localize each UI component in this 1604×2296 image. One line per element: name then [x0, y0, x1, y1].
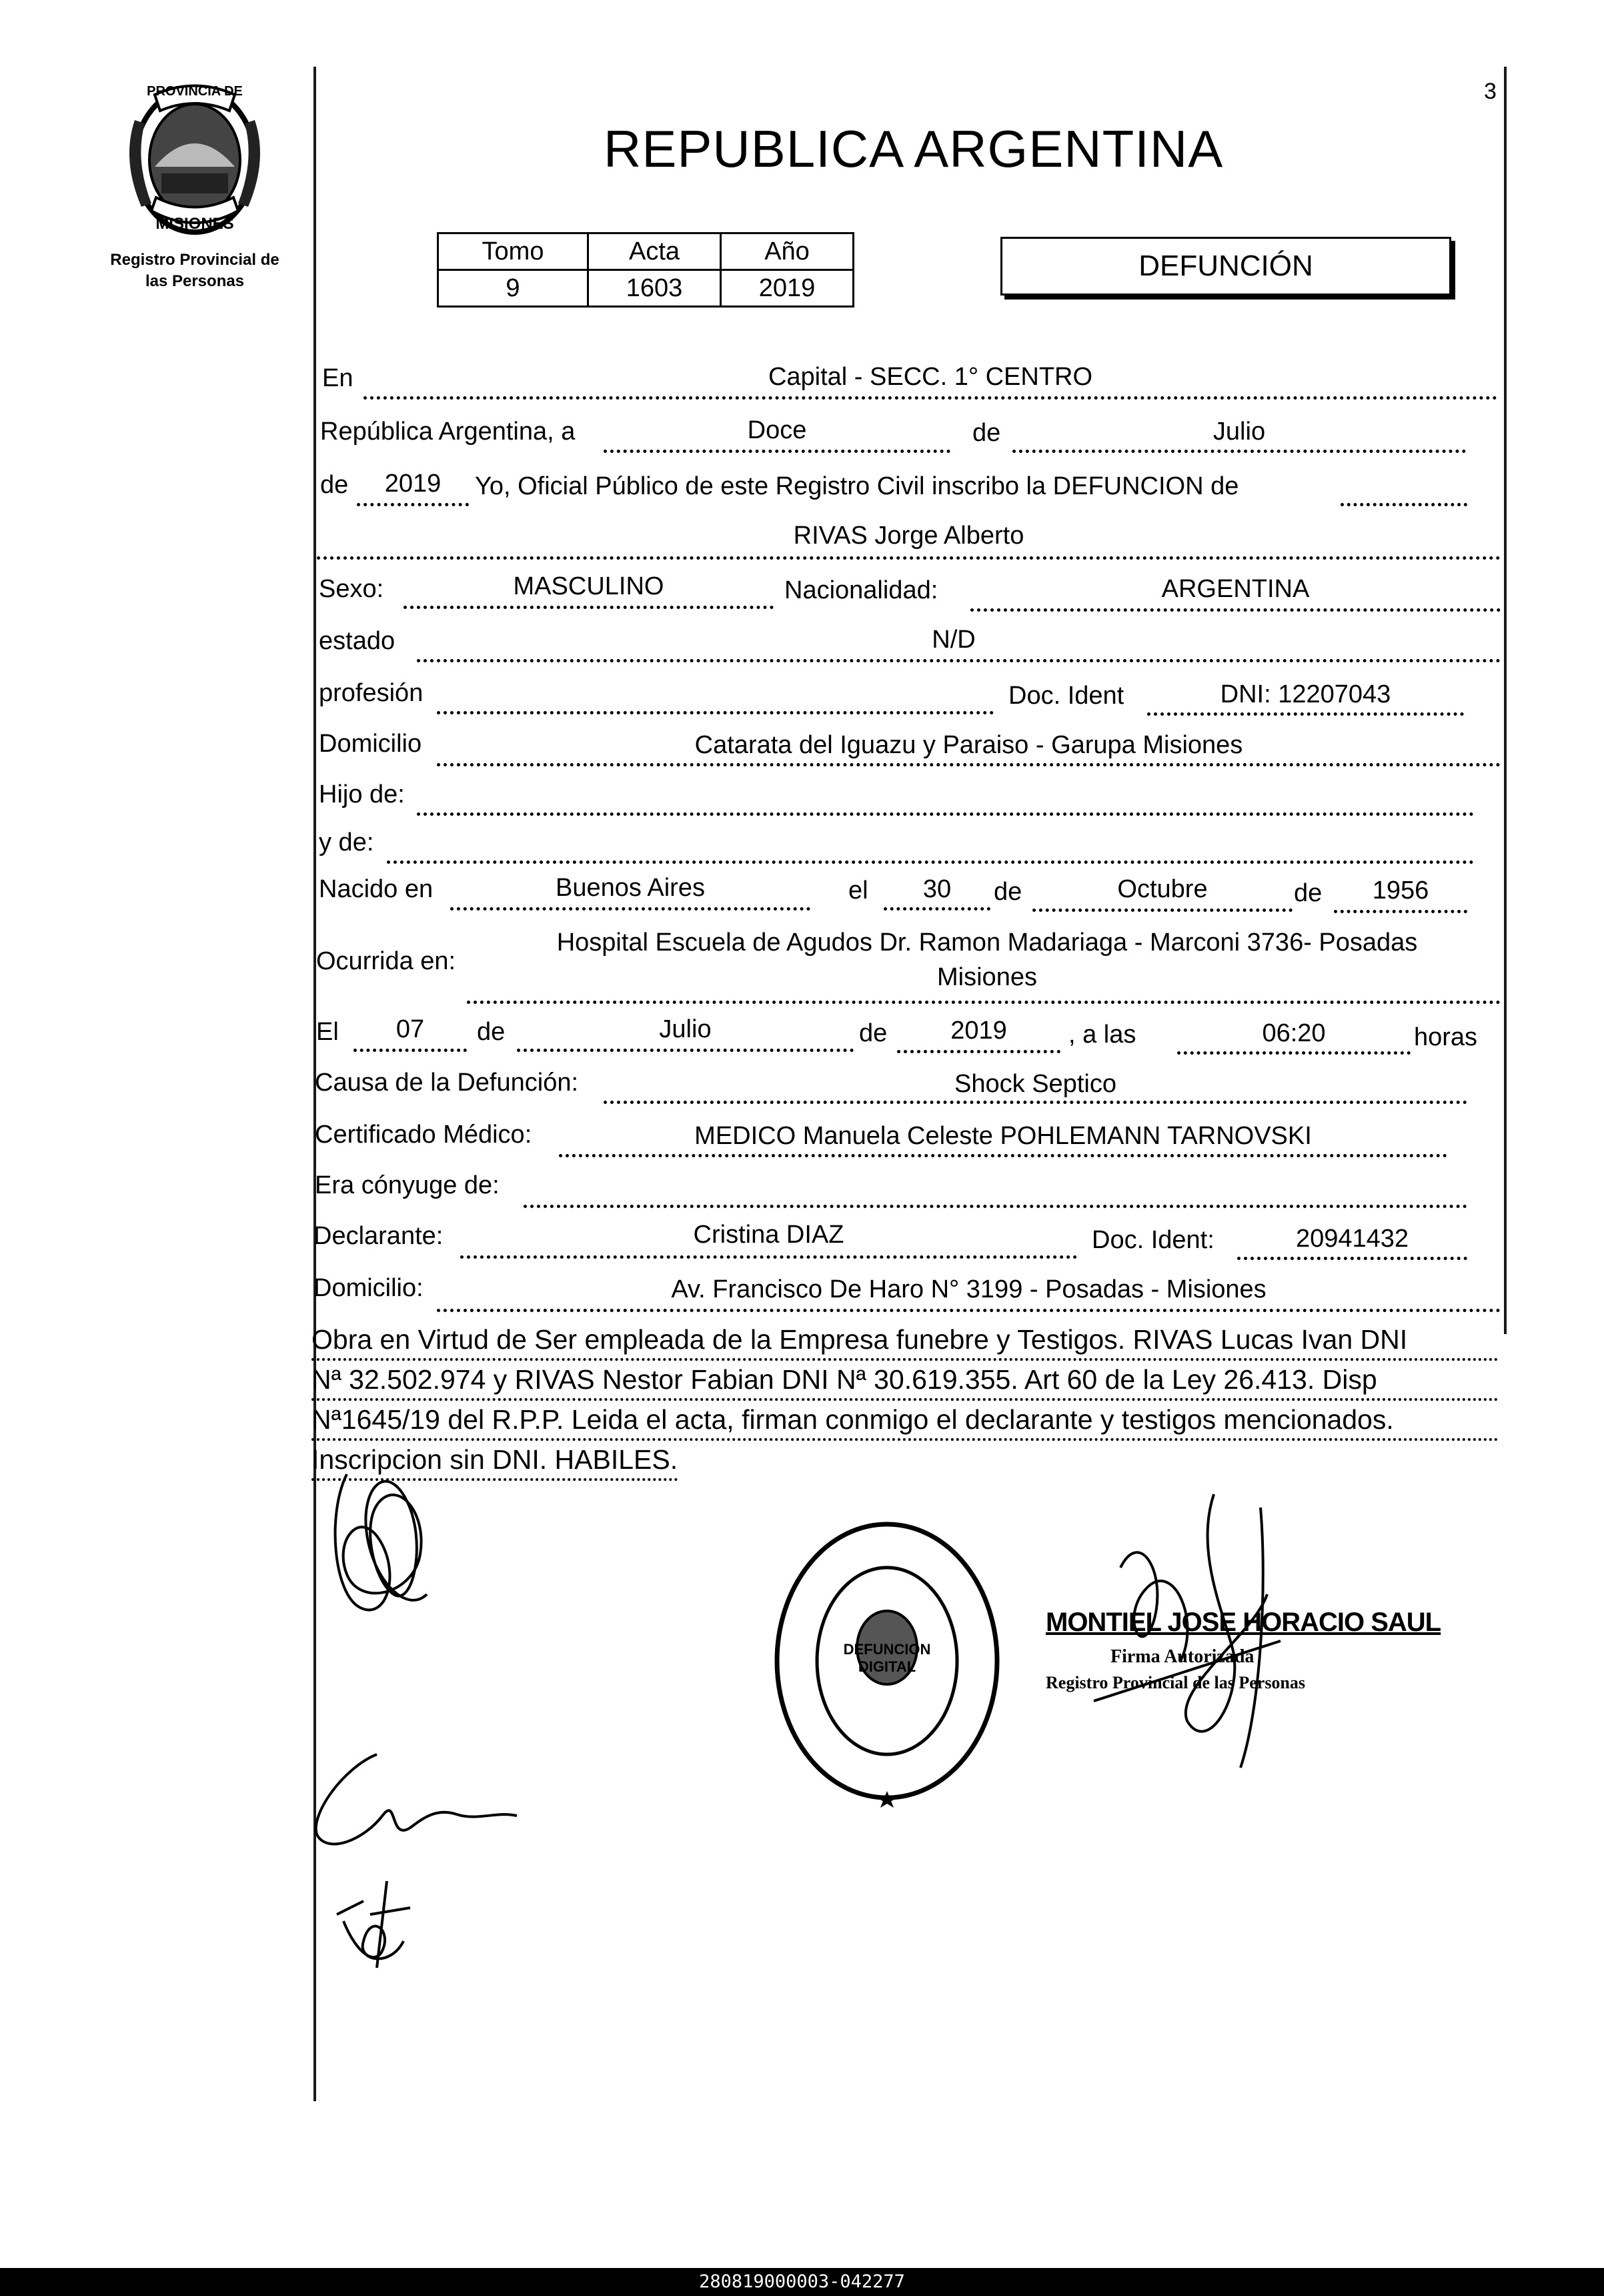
signature-declarante: [320, 1461, 440, 1628]
nacido-lugar-dotted-line: [450, 907, 810, 911]
stamp-ring-text: [767, 1801, 1007, 1802]
obra-line-4: Inscripcion sin DNI. HABILES.: [311, 1441, 678, 1481]
de-label-5: de: [477, 1018, 506, 1046]
ocurrida-line1: Hospital Escuela de Agudos Dr. Ramon Madariaga - Marconi 3736- Posadas: [556, 929, 1418, 957]
day-value: Doce: [747, 416, 807, 444]
table-header-anio: Año: [721, 233, 854, 270]
declarante-value: Cristina DIAZ: [693, 1221, 844, 1249]
horas-label: horas: [1414, 1023, 1478, 1051]
hijo-label: Hijo de:: [319, 780, 405, 808]
profesion-dotted-line: [437, 711, 994, 714]
org-name-line1: Registro Provincial de: [110, 251, 279, 269]
causa-label: Causa de la Defunción:: [315, 1069, 579, 1097]
estado-value: N/D: [932, 626, 976, 654]
month-dotted-line: [1012, 450, 1466, 453]
obra-paragraph: [311, 1321, 1499, 1481]
official-name: MONTIEL JOSE HORACIO SAUL: [1046, 1608, 1441, 1637]
alas-label: , a las: [1068, 1021, 1136, 1049]
table-value-tomo: 9: [438, 270, 588, 307]
nacido-dia-value: 30: [922, 875, 952, 903]
domicilio2-dotted-line: [437, 1309, 1501, 1312]
de-label-2: de: [320, 471, 349, 499]
fallec-dia-dotted-line: [353, 1049, 467, 1052]
day-dotted-line: [604, 450, 950, 453]
causa-dotted-line: [604, 1101, 1467, 1104]
declarante-label: Declarante:: [313, 1222, 444, 1250]
estado-label: estado: [319, 627, 395, 655]
yo-text: Yo, Oficial Público de este Registro Civil inscribo la DEFUNCION de: [475, 472, 1239, 500]
nacido-lugar-value: Buenos Aires: [556, 874, 705, 902]
certificado-label: Certificado Médico:: [315, 1121, 532, 1149]
document-code-footer: 280819000003-042277: [0, 2268, 1604, 2296]
declarante-doc-value: 20941432: [1295, 1225, 1409, 1253]
certificado-value: MEDICO Manuela Celeste POHLEMANN TARNOVSKI: [694, 1122, 1312, 1150]
yde-dotted-line: [387, 860, 1474, 864]
nacido-anio-dotted-line: [1334, 910, 1467, 913]
domicilio-value: Catarata del Iguazu y Paraiso - Garupa Misiones: [694, 731, 1243, 759]
nacionalidad-label: Nacionalidad:: [784, 576, 938, 604]
fallec-dia-value: 07: [395, 1015, 425, 1043]
ocurrida-line2: Misiones: [937, 963, 1037, 991]
fallec-anio-dotted-line: [897, 1050, 1060, 1053]
nacido-label: Nacido en: [319, 875, 434, 903]
declarante-doc-label: Doc. Ident:: [1092, 1226, 1215, 1254]
doc-ident-value: DNI: 12207043: [1220, 680, 1391, 708]
seal-bottom-text: MISIONES: [155, 215, 234, 233]
de-label-1: de: [972, 419, 1001, 447]
nacido-anio-value: 1956: [1372, 877, 1429, 905]
record-type-box: DEFUNCIÓN: [1000, 237, 1451, 296]
declarante-dotted-line: [460, 1255, 1077, 1259]
doc-ident-dotted-line: [1147, 712, 1464, 716]
fallec-mes-dotted-line: [517, 1049, 854, 1052]
right-margin-line: [1504, 67, 1507, 1334]
en-label: En: [322, 364, 353, 392]
sexo-dotted-line: [404, 606, 774, 609]
name-dotted-line: [317, 556, 1501, 560]
nacionalidad-value: ARGENTINA: [1161, 575, 1310, 603]
page-number: 3: [1484, 79, 1497, 104]
conyuge-dotted-line: [524, 1205, 1467, 1208]
official-org: Registro Provincial de las Personas: [1046, 1673, 1306, 1692]
table-value-anio: 2019: [721, 270, 854, 307]
year-dotted-line: [357, 503, 469, 506]
signature-witness-1: [303, 1741, 530, 1854]
page-title: REPUBLICA ARGENTINA: [604, 119, 1224, 178]
table-header-acta: Acta: [588, 233, 721, 270]
el-label: el: [848, 877, 868, 905]
obra-line-1: Obra en Virtud de Ser empleada de la Empresa funebre y Testigos. RIVAS Lucas Ivan DNI: [311, 1321, 1499, 1361]
ocurrida-label: Ocurrida en:: [316, 947, 456, 975]
en-dotted-line: [363, 396, 1497, 400]
fallec-anio-value: 2019: [950, 1017, 1007, 1045]
hijo-dotted-line: [417, 812, 1474, 816]
hora-value: 06:20: [1262, 1019, 1326, 1047]
domicilio2-label: Domicilio:: [313, 1274, 424, 1302]
conyuge-label: Era cónyuge de:: [315, 1171, 500, 1199]
place-value: Capital - SECC. 1° CENTRO: [768, 363, 1093, 391]
doc-ident-label: Doc. Ident: [1008, 682, 1124, 710]
nacionalidad-dotted-line: [970, 608, 1501, 612]
seal-top-label: PROVINCIA DE: [147, 84, 243, 99]
sexo-label: Sexo:: [319, 575, 384, 603]
de-label-3: de: [994, 878, 1022, 906]
estado-dotted-line: [417, 659, 1501, 662]
deceased-name: RIVAS Jorge Alberto: [793, 522, 1024, 550]
table-value-acta: 1603: [588, 270, 721, 307]
yo-dotted-line: [1341, 503, 1467, 506]
nacido-mes-value: Octubre: [1117, 875, 1208, 903]
signature-witness-2: [323, 1874, 424, 1974]
ocurrida-dotted-line: [467, 1001, 1501, 1004]
de-label-4: de: [1294, 879, 1323, 907]
record-table: [437, 232, 854, 308]
official-role: Firma Autorizada: [1110, 1646, 1255, 1667]
fallec-mes-value: Julio: [659, 1015, 712, 1043]
domicilio-label: Domicilio: [319, 730, 422, 758]
nacido-dia-dotted-line: [884, 907, 990, 911]
year-value: 2019: [384, 470, 442, 498]
declarante-doc-dotted-line: [1237, 1257, 1467, 1260]
table-header-tomo: Tomo: [438, 233, 588, 270]
el2-label: El: [316, 1018, 339, 1046]
de-label-6: de: [859, 1019, 888, 1047]
domicilio-dotted-line: [437, 763, 1501, 766]
profesion-label: profesión: [319, 679, 424, 707]
obra-line-2: Nª 32.502.974 y RIVAS Nestor Fabian DNI Nª 30.619.355. Art 60 de la Ley 26.413. Disp: [311, 1361, 1499, 1401]
hora-dotted-line: [1177, 1051, 1411, 1055]
republica-label: República Argentina, a: [320, 418, 576, 446]
certificado-dotted-line: [559, 1154, 1447, 1157]
yde-label: y de:: [319, 828, 374, 856]
nacido-mes-dotted-line: [1032, 909, 1293, 912]
sexo-value: MASCULINO: [513, 572, 664, 600]
domicilio2-value: Av. Francisco De Haro N° 3199 - Posadas - Misiones: [671, 1275, 1267, 1303]
stamp-inner-text: DEFUNCION DIGITAL: [843, 1641, 931, 1675]
obra-line-3: Nª1645/19 del R.P.P. Leida el acta, firman conmigo el declarante y testigos mencionados.: [311, 1401, 1499, 1441]
causa-value: Shock Septico: [954, 1070, 1116, 1098]
org-name-line2: las Personas: [145, 272, 245, 290]
month-value: Julio: [1213, 418, 1266, 446]
